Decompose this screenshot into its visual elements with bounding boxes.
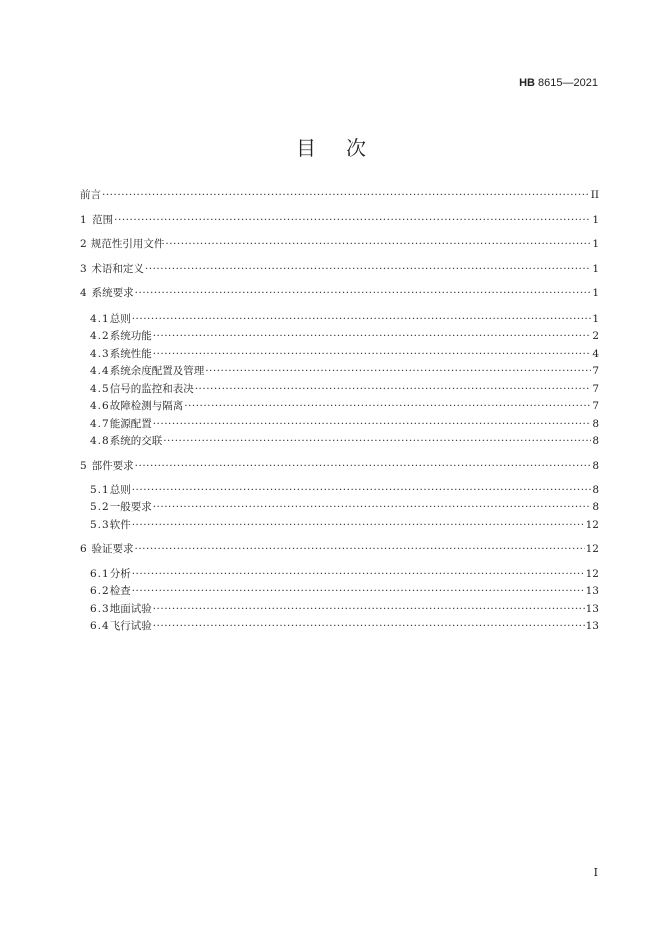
toc-entry-title: 分析 [109, 568, 131, 580]
toc-entry[interactable] [90, 567, 599, 581]
toc-entry-title: 验证要求 [91, 543, 134, 555]
toc-entry-page: 7 [592, 365, 599, 377]
toc-entry-page: 13 [585, 620, 599, 632]
toc-entry[interactable] [90, 500, 599, 514]
toc-entry-number: 4.6 [90, 400, 110, 412]
toc-entry[interactable] [90, 602, 599, 616]
toc-leader-dots [184, 399, 591, 413]
toc-entry-title: 故障检测与隔离 [109, 400, 184, 412]
toc-entry[interactable] [90, 584, 599, 598]
toc-leader-dots [153, 329, 592, 343]
toc-leader-dots [165, 237, 591, 251]
toc-entry-number: 4.7 [90, 418, 110, 430]
toc-entry[interactable] [90, 312, 599, 326]
toc-entry-number: 6 [80, 543, 87, 555]
toc-entry-title: 地面试验 [109, 603, 152, 615]
toc-entry-title: 系统功能 [109, 330, 152, 342]
toc-entry-title: 系统的交联 [109, 435, 163, 447]
toc-entry-page: 4 [592, 348, 599, 360]
toc-leader-dots [132, 483, 592, 497]
toc-entry-title: 术语和定义 [91, 263, 144, 275]
toc-entry-page: 8 [592, 418, 599, 430]
toc-entry[interactable] [80, 262, 599, 276]
toc-leader-dots [102, 188, 590, 202]
toc-entry[interactable] [90, 382, 599, 396]
toc-entry-number: 5.2 [90, 501, 110, 513]
toc-entry-page: 8 [592, 435, 599, 447]
toc-leader-dots [132, 518, 585, 532]
toc-entry[interactable] [90, 399, 599, 413]
toc-entry[interactable] [80, 542, 599, 556]
toc-entry-title: 系统性能 [109, 348, 152, 360]
toc-entry-page: 8 [592, 501, 599, 513]
toc-entry-title: 一般要求 [109, 501, 152, 513]
toc-entry-page: 13 [585, 603, 599, 615]
toc-entry-title: 信号的监控和表决 [109, 383, 194, 395]
toc-entry-page: 12 [585, 519, 599, 531]
standard-number [519, 77, 598, 89]
toc-entry[interactable] [90, 483, 599, 497]
toc-entry-title: 前言 [80, 189, 101, 201]
toc-entry-page: 7 [592, 383, 599, 395]
toc-entry-page: 1 [592, 263, 599, 275]
toc-entry-page: 8 [592, 460, 599, 472]
toc-entry-number: 5.1 [90, 484, 110, 496]
toc-leader-dots [135, 459, 592, 473]
toc-entry-number: 4.8 [90, 435, 110, 447]
toc-entry-title: 总则 [109, 313, 131, 325]
toc-entry-number: 4.1 [90, 313, 110, 325]
toc-entry-number: 6.2 [90, 585, 110, 597]
toc-leader-dots [132, 567, 585, 581]
toc-leader-dots [114, 213, 591, 227]
toc-entry[interactable] [90, 619, 599, 633]
toc-entry-number: 4 [80, 287, 87, 299]
toc-entry-title: 系统要求 [91, 287, 134, 299]
toc-leader-dots [163, 434, 591, 448]
toc-leader-dots [134, 542, 584, 556]
toc-entry-number: 1 [80, 214, 87, 226]
toc-entry-title: 系统余度配置及管理 [109, 365, 205, 377]
toc-entry-title: 能源配置 [109, 418, 152, 430]
toc-entry-title: 飞行试验 [109, 620, 152, 632]
page-number: I [593, 866, 598, 879]
toc-leader-dots [153, 602, 585, 616]
toc-leader-dots [132, 584, 585, 598]
toc-entry-title: 范围 [92, 214, 114, 226]
toc-entry[interactable] [80, 213, 599, 227]
toc-entry-page: 2 [592, 330, 599, 342]
toc-entry[interactable] [80, 188, 599, 202]
toc-leader-dots [153, 347, 592, 361]
toc-entry-number: 5 [80, 460, 87, 472]
toc-entry-number: 2 [80, 238, 87, 250]
toc-entry-page: 1 [592, 214, 599, 226]
toc-entry-page: 1 [592, 238, 599, 250]
toc-entry-page: 12 [585, 543, 599, 555]
toc-entry-title: 部件要求 [91, 460, 134, 472]
toc-leader-dots [205, 364, 591, 378]
toc-leader-dots [153, 500, 592, 514]
toc-entry-number: 4.4 [90, 365, 110, 377]
toc-entry[interactable] [90, 347, 599, 361]
toc-entry-page: 13 [585, 585, 599, 597]
toc-entry[interactable] [80, 237, 599, 251]
toc-entry[interactable] [90, 329, 599, 343]
standard-code: 8615—2021 [538, 77, 598, 89]
toc-leader-dots [145, 262, 591, 276]
standard-prefix: HB [519, 77, 535, 89]
toc-leader-dots [153, 619, 585, 633]
toc-entry-number: 4.2 [90, 330, 110, 342]
toc-entry-number: 6.3 [90, 603, 110, 615]
toc-entry-title: 规范性引用文件 [90, 238, 165, 250]
toc-entry-page: II [590, 189, 599, 201]
toc-leader-dots [135, 286, 592, 300]
toc-entry-number: 6.4 [90, 620, 110, 632]
toc-entry[interactable] [90, 434, 599, 448]
toc-entry-page: 1 [592, 313, 599, 325]
toc-entry-number: 4.5 [90, 383, 110, 395]
toc-leader-dots [195, 382, 592, 396]
toc-entry-title: 软件 [109, 519, 131, 531]
toc-entry-page: 8 [592, 484, 599, 496]
toc-entry-page: 12 [585, 568, 599, 580]
toc-leader-dots [132, 312, 592, 326]
toc-entry-number: 3 [80, 263, 87, 275]
toc-entry[interactable] [90, 518, 599, 532]
toc-entry-number: 6.1 [90, 568, 110, 580]
toc-entry-number: 5.3 [90, 519, 110, 531]
toc-entry-page: 1 [592, 287, 599, 299]
toc-leader-dots [153, 417, 592, 431]
toc-entry[interactable] [80, 459, 599, 473]
toc-entry[interactable] [80, 286, 599, 300]
toc-entry-page: 7 [592, 400, 599, 412]
toc-entry-number: 4.3 [90, 348, 110, 360]
toc-entry[interactable] [90, 417, 599, 431]
toc-entry-title: 总则 [109, 484, 131, 496]
toc-entry-title: 检查 [109, 585, 131, 597]
page-title: 目次 [296, 136, 396, 160]
toc-entry[interactable] [90, 364, 599, 378]
